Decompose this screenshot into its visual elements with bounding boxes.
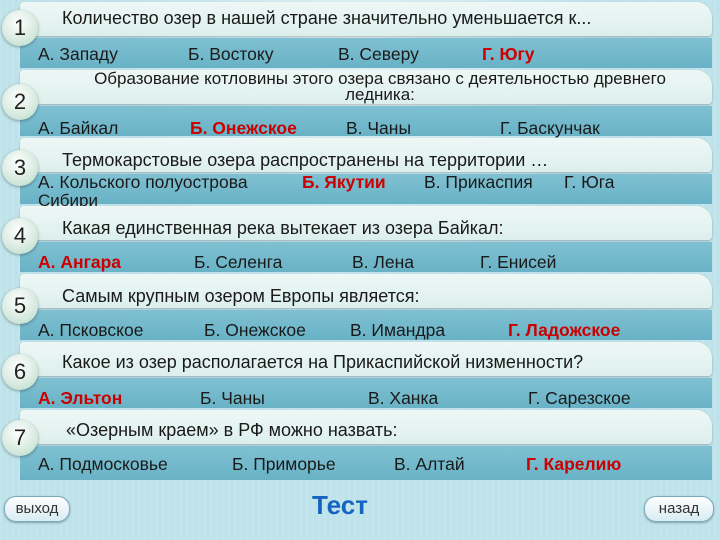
option-c[interactable]: В. Чаны bbox=[346, 118, 412, 138]
question-row-1 bbox=[0, 2, 720, 70]
question-number: 5 bbox=[2, 288, 38, 324]
question-number: 3 bbox=[2, 150, 38, 186]
question-row-7 bbox=[0, 410, 720, 478]
question-text: Образование котловины этого озера связано с деятельностью древнего ледника: bbox=[94, 69, 666, 104]
option-b[interactable]: Б. Онежское bbox=[204, 320, 306, 340]
option-b[interactable]: Б. Чаны bbox=[200, 388, 265, 408]
question-row-4 bbox=[0, 206, 720, 274]
question-number: 7 bbox=[2, 420, 38, 456]
question-text: Какое из озер располагается на Прикаспийской низменности? bbox=[62, 352, 584, 372]
question-number: 6 bbox=[2, 354, 38, 390]
option-a-correct[interactable]: А. Ангара bbox=[38, 252, 122, 272]
option-a[interactable]: А. Кольского полуострова bbox=[38, 172, 248, 192]
option-b-correct[interactable]: Б. Онежское bbox=[190, 118, 297, 138]
option-a[interactable]: А. Псковское bbox=[38, 320, 144, 340]
question-row-3 bbox=[0, 138, 720, 206]
option-d[interactable]: Г. Баскунчак bbox=[500, 118, 600, 138]
question-text: Самым крупным озером Европы является: bbox=[62, 286, 420, 306]
option-d-correct[interactable]: Г. Югу bbox=[482, 44, 535, 64]
back-button[interactable]: назад bbox=[644, 496, 714, 522]
question-text: Какая единственная река вытекает из озера Байкал: bbox=[62, 218, 504, 238]
option-c[interactable]: В. Имандра bbox=[350, 320, 446, 340]
option-b[interactable]: Б. Приморье bbox=[232, 454, 336, 474]
option-d-correct[interactable]: Г. Ладожское bbox=[508, 320, 621, 340]
option-b-correct[interactable]: Б. Якутии bbox=[302, 172, 386, 192]
question-row-6 bbox=[0, 342, 720, 410]
question-number: 1 bbox=[2, 10, 38, 46]
question-row-2 bbox=[0, 70, 720, 138]
option-d[interactable]: Г. Юга bbox=[564, 172, 615, 192]
question-number: 2 bbox=[2, 84, 38, 120]
question-row-5 bbox=[0, 274, 720, 342]
option-c[interactable]: В. Северу bbox=[338, 44, 419, 64]
option-d-correct[interactable]: Г. Карелию bbox=[526, 454, 622, 474]
option-d[interactable]: Г. Сарезское bbox=[528, 388, 631, 408]
option-c[interactable]: В. Алтай bbox=[394, 454, 465, 474]
option-a-correct[interactable]: А. Эльтон bbox=[38, 388, 123, 408]
option-b[interactable]: Б. Востоку bbox=[188, 44, 274, 64]
question-text: Термокарстовые озера распространены на территории … bbox=[62, 150, 549, 170]
question-text: Количество озер в нашей стране значительно уменьшается к... bbox=[62, 8, 592, 28]
question-number: 4 bbox=[2, 218, 38, 254]
option-c[interactable]: В. Лена bbox=[352, 252, 415, 272]
option-b[interactable]: Б. Селенга bbox=[194, 252, 283, 272]
option-c[interactable]: В. Ханка bbox=[368, 388, 439, 408]
option-d-continuation bbox=[38, 192, 98, 200]
option-a[interactable]: А. Подмосковье bbox=[38, 454, 168, 474]
question-text: «Озерным краем» в РФ можно назвать: bbox=[66, 420, 398, 440]
exit-button[interactable]: выход bbox=[4, 496, 70, 522]
test-title: Тест bbox=[312, 490, 368, 520]
option-c[interactable]: В. Прикаспия bbox=[424, 172, 533, 192]
option-a[interactable]: А. Байкал bbox=[38, 118, 119, 138]
option-a[interactable]: А. Западу bbox=[38, 44, 118, 64]
option-d[interactable]: Г. Енисей bbox=[480, 252, 557, 272]
